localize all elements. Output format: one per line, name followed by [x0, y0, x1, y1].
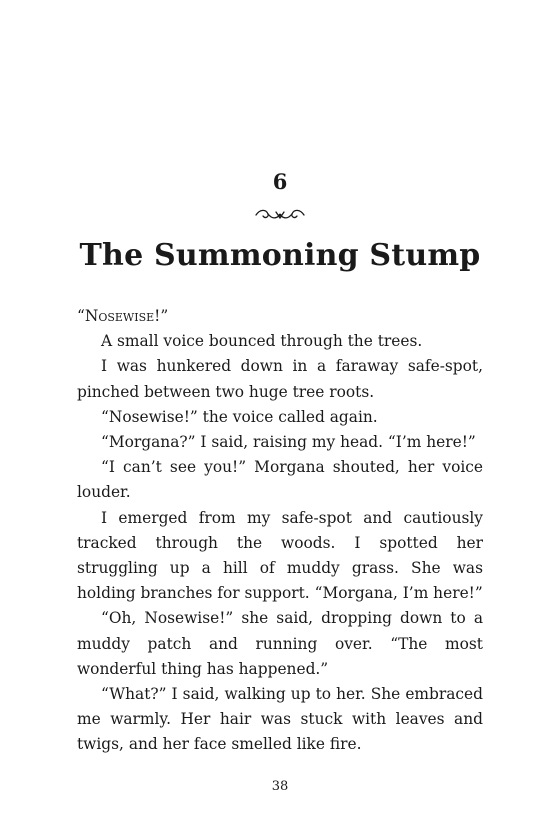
paragraph: “Nosewise!” — [77, 307, 169, 325]
chapter-title: The Summoning Stump — [79, 238, 481, 273]
page-number: 38 — [271, 779, 289, 794]
paragraph: “What?” I said, walking up to her. She embraced me warmly. Her hair was stuck with leaves and twigs, and her face smelled like fire. — [77, 685, 483, 754]
paragraph: “Morgana?” I said, raising my head. “I’m here!” — [101, 433, 476, 452]
paragraph: I emerged from my safe-spot and cautiously tracked through the woods. I spotted her struggling up a hill of muddy grass. She was holding branches for support. “Morgana, I’m here!” — [77, 508, 483, 603]
paragraph: A small voice bounced through the trees. — [101, 332, 423, 351]
paragraph: I was hunkered down in a faraway safe-spot, pinched between two huge tree roots. — [77, 357, 483, 401]
chapter-number: 6 — [272, 169, 288, 194]
fleuron-swirl-icon — [254, 207, 306, 223]
paragraph: “Nosewise!” the voice called again. — [101, 407, 378, 426]
paragraph: “Oh, Nosewise!” she said, dropping down to a muddy patch and running over. “The most wonderful thing has happened.” — [77, 609, 483, 678]
chapter-body — [77, 304, 483, 758]
paragraph: “I can’t see you!” Morgana shouted, her voice louder. — [77, 458, 483, 502]
